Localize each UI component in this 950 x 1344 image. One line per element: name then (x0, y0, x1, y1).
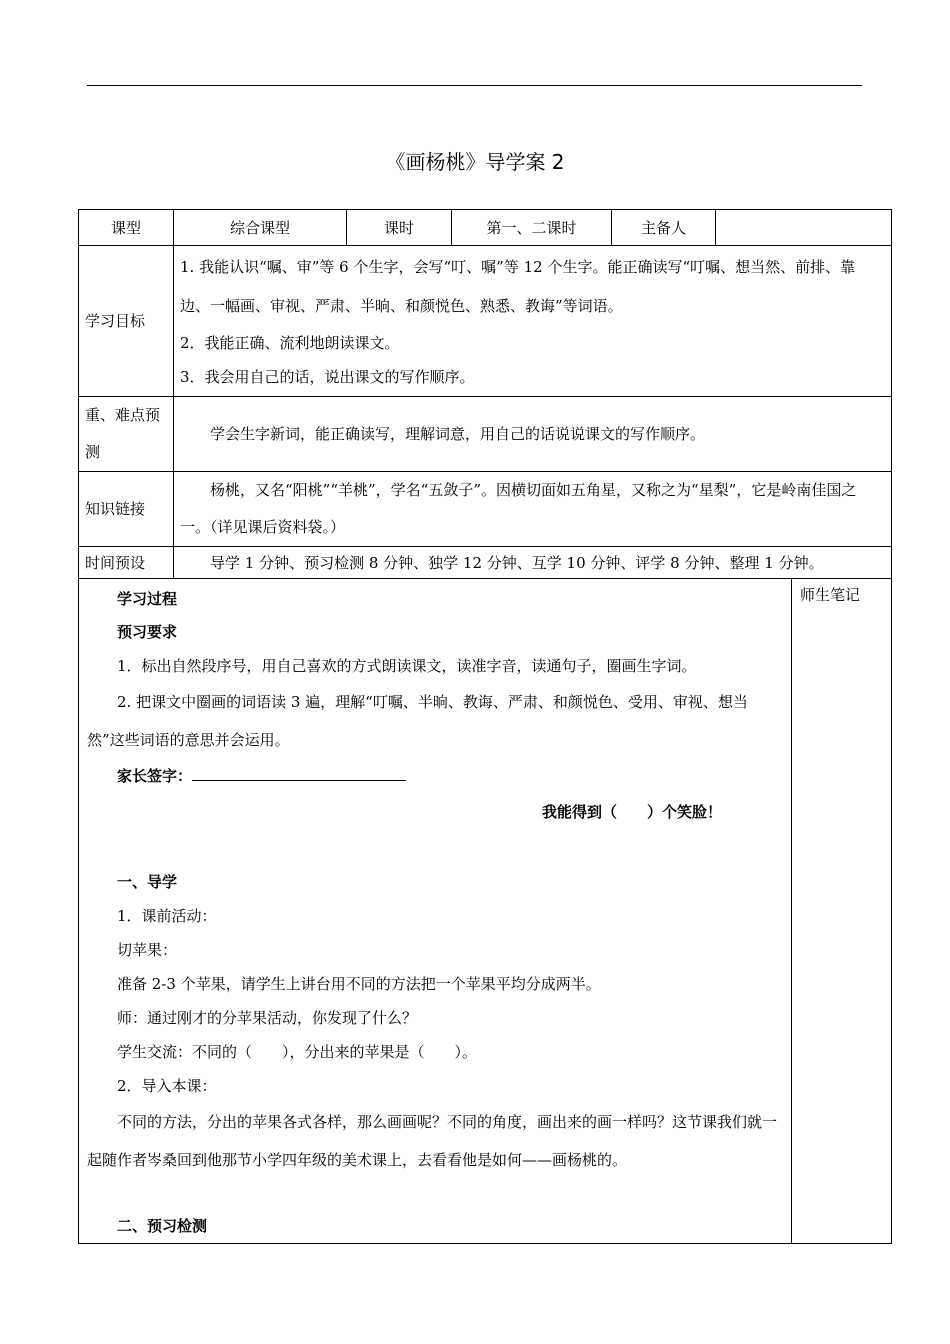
period-value: 第一、二课时 (452, 210, 612, 246)
section1-heading: 一、导学 (117, 873, 178, 891)
goal-item: 3．我会用自己的话，说出课文的写作顺序。 (180, 368, 475, 386)
owner-label: 主备人 (612, 210, 716, 246)
time-row (79, 547, 892, 579)
notes-label: 师生笔记 (800, 586, 861, 604)
page-title: 《画杨桃》导学案 2 (385, 150, 565, 174)
section1-line: 学生交流：不同的（ ），分出来的苹果是（ ）。 (117, 1043, 478, 1061)
parent-signature (87, 759, 783, 793)
header-row (79, 210, 892, 246)
section1-line: 1．课前活动： (117, 907, 217, 925)
section1-line: 2．导入本课： (117, 1077, 217, 1095)
notes-column (792, 579, 892, 1244)
goal-item: 1. 我能认识“嘱、审”等 6 个生字，会写“叮、嘱”等 12 个生字。能正确读写“叮嘱、想当然、前排、靠边、一幅画、审视、严肃、半晌、和颜悦色、熟悉、教诲”等词语。 (180, 258, 856, 315)
owner-value (716, 210, 892, 246)
section1-line: 切苹果： (117, 941, 178, 959)
goals-label: 学习目标 (79, 246, 174, 397)
time-content: 导学 1 分钟、预习检测 8 分钟、独学 12 分钟、互学 10 分钟、评学 8 分钟、整理 1 分钟。 (174, 547, 892, 579)
goal-item: 2．我能正确、流利地朗读课文。 (180, 334, 400, 352)
header-rule (87, 85, 862, 86)
lesson-plan-table (78, 209, 892, 1244)
section1-line: 师：通过刚才的分苹果活动，你发现了什么？ (117, 1009, 418, 1027)
knowledge-label: 知识链接 (79, 472, 174, 547)
section1-line: 准备 2-3 个苹果，请学生上讲台用不同的方法把一个苹果平均分成两半。 (117, 975, 601, 993)
keypoints-label: 重、难点预测 (79, 397, 174, 472)
preview-heading: 预习要求 (117, 623, 178, 641)
process-heading: 学习过程 (117, 590, 178, 608)
process-content (79, 579, 792, 1244)
time-label: 时间预设 (79, 547, 174, 579)
keypoints-row (79, 397, 892, 472)
spacer (87, 829, 783, 865)
section2-heading: 二、预习检测 (117, 1217, 208, 1235)
type-value: 综合课型 (174, 210, 347, 246)
period-label: 课时 (347, 210, 452, 246)
section1-line: 不同的方法，分出的苹果各式各样，那么画画呢？不同的角度，画出来的画一样吗？这节课我们就一起随作者岑桑回到他那节小学四年级的美术课上，去看看他是如何——画杨桃的。 (87, 1113, 778, 1169)
preview-item: 1．标出自然段序号，用自己喜欢的方式朗读课文，读准字音，读通句子，圈画生字词。 (117, 657, 697, 675)
spacer (87, 1179, 783, 1209)
process-row (79, 579, 892, 1244)
goals-row (79, 246, 892, 397)
type-label: 课型 (79, 210, 174, 246)
keypoints-content: 学会生字新词，能正确读写，理解词意，用自己的话说说课文的写作顺序。 (174, 397, 892, 472)
knowledge-row (79, 472, 892, 547)
signature-label: 家长签字： (117, 767, 193, 785)
signature-line (192, 766, 406, 781)
smile-count: 我能得到（ ）个笑脸！ (542, 803, 723, 821)
goals-content (174, 246, 892, 397)
preview-item: 2. 把课文中圈画的词语读 3 遍，理解“叮嘱、半晌、教诲、严肃、和颜悦色、受用、审视、想当然”这些词语的意思并会运用。 (87, 693, 748, 749)
knowledge-content: 杨桃，又名“阳桃”“羊桃”，学名“五敛子”。因横切面如五角星，又称之为“星梨”，它是岭南佳国之一。（详见课后资料袋。） (174, 472, 892, 547)
